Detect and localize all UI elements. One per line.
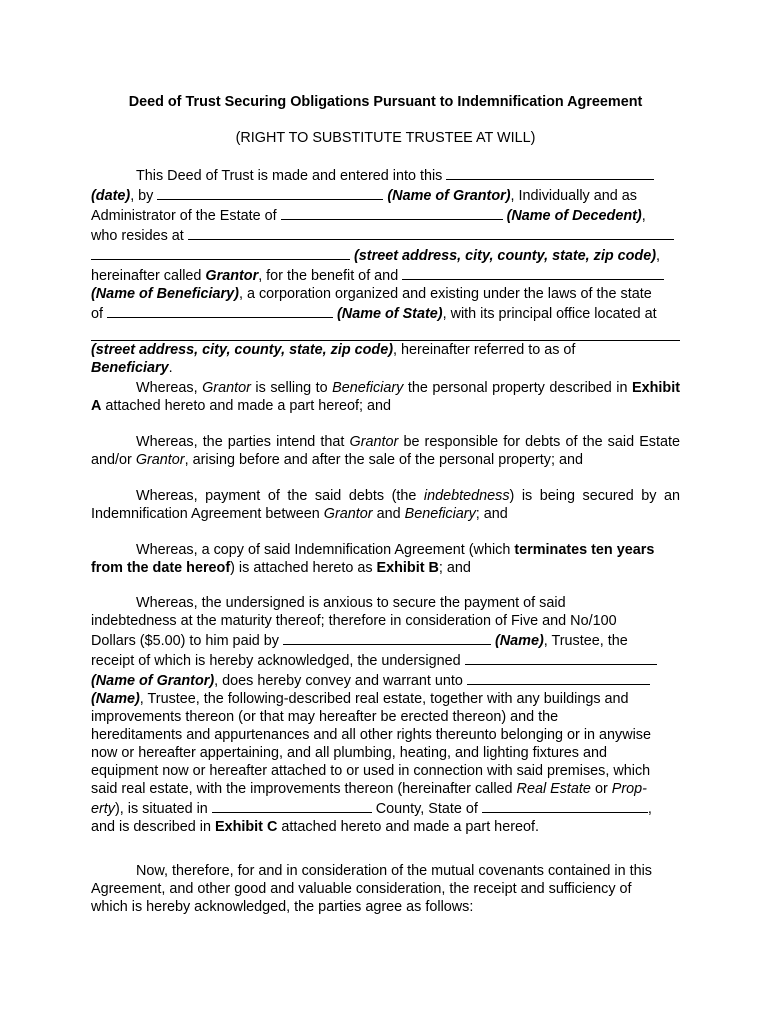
convey-to-blank[interactable] (467, 670, 650, 685)
p5-text: attached hereto and made a part hereof. (281, 819, 539, 835)
grantor-name-blank[interactable] (157, 185, 383, 200)
p3-text: and (376, 506, 401, 522)
p6-text: Now, therefore, for and in consideration of the mutual covenants contained in this (136, 863, 652, 879)
whereas-paragraph-5 (91, 594, 680, 836)
intro-text: who resides at (91, 228, 184, 244)
document-title: Deed of Trust Securing Obligations Pursuant to Indemnification Agreement (128, 94, 643, 110)
county-blank[interactable] (212, 798, 372, 813)
grantor-name-label: (Name of Grantor) (387, 188, 511, 204)
intro-text: of (91, 306, 104, 322)
p5-text: ), is situated in (115, 801, 208, 817)
p5-text: indebtedness at the maturity thereof; therefore in consideration of Five and No/100 (91, 613, 617, 629)
p4-text: Whereas, a copy of said Indemnification Agreement (which (136, 542, 511, 558)
whereas-paragraph-1 (91, 379, 680, 415)
intro-text: . (168, 360, 173, 376)
p2-text: , arising before and after the sale of the personal property; and (184, 452, 584, 468)
grantor-term: Grantor (323, 506, 373, 522)
trustee-name-label: (Name) (91, 691, 140, 707)
grantor-term: Grantor (205, 268, 259, 284)
p5-text: Dollars ($5.00) to him paid by (91, 633, 279, 649)
p5-text: , (647, 801, 652, 817)
exhibit-b: Exhibit B (376, 560, 439, 576)
p5-text: County, State of (375, 801, 478, 817)
p5-text: said real estate, with the improvements thereon (hereinafter called (91, 781, 513, 797)
beneficiary-term: Beneficiary (91, 360, 169, 376)
p1-text: Whereas, (136, 380, 198, 396)
p3-text: ; and (475, 506, 508, 522)
decedent-name-label: (Name of Decedent) (506, 208, 642, 224)
intro-paragraph (91, 165, 680, 377)
grantor-term: Grantor (349, 434, 399, 450)
whereas-paragraph-3 (91, 487, 680, 523)
p2-text: Whereas, the parties intend that (136, 434, 345, 450)
p5-text: , Trustee, the (543, 633, 628, 649)
p5-text: or (594, 781, 608, 797)
office-address-blank[interactable] (91, 323, 680, 341)
p3-text: Whereas, payment of the said debts (the (136, 488, 417, 504)
p5-text: receipt of which is hereby acknowledged, the undersigned (91, 653, 461, 669)
intro-text: , with its principal office located at (442, 306, 657, 322)
date-label: (date) (91, 188, 131, 204)
p5-text: Whereas, the undersigned is anxious to secure the payment of said (136, 595, 566, 611)
intro-text: , (656, 248, 661, 264)
p3-text: ) is being secured by an Indemnification Agreement between (91, 488, 680, 522)
p5-text: hereditaments and appurtenances and all other rights thereunto belonging or in anywise (91, 727, 652, 743)
intro-text: , a corporation organized and existing under the laws of the state (238, 286, 652, 302)
p6-text: which is hereby acknowledged, the parties agree as follows: (91, 899, 474, 915)
beneficiary-name-label: (Name of Beneficiary) (91, 286, 239, 302)
grantor-term: Grantor (135, 452, 185, 468)
intro-text: This Deed of Trust is made and entered into this (136, 168, 443, 184)
p4-text: ; and (438, 560, 471, 576)
property-term: Prop- (611, 781, 647, 797)
p6-text: Agreement, and other good and valuable consideration, the receipt and sufficiency of (91, 881, 632, 897)
state-name-blank[interactable] (107, 303, 333, 318)
p5-text: , Trustee, the following-described real estate, together with any buildings and (139, 691, 629, 707)
p5-text: equipment now or hereafter attached to or used in connection with said premises, which (91, 763, 651, 779)
p1-text: attached hereto and made a part hereof; and (105, 398, 392, 414)
p5-text: improvements thereon (or that may hereafter be erected thereon) and the (91, 709, 559, 725)
p1-text: is selling to (255, 380, 328, 396)
intro-text: , hereinafter referred to as of (393, 342, 576, 358)
grantor-term: Grantor (202, 380, 251, 396)
exhibit-c: Exhibit C (215, 819, 278, 835)
state-blank[interactable] (482, 798, 648, 813)
property-term: erty (91, 801, 115, 817)
beneficiary-name-blank[interactable] (402, 265, 664, 280)
p2-text: be responsible for debts of the said Estate and/or (91, 434, 680, 468)
decedent-name-blank[interactable] (281, 205, 503, 220)
intro-text: , for the benefit of and (258, 268, 399, 284)
intro-text: , by (130, 188, 154, 204)
street-address-label: (street address, city, county, state, zip code) (354, 248, 657, 264)
intro-text: hereinafter called (91, 268, 202, 284)
p5-text: and is described in (91, 819, 211, 835)
beneficiary-term: Beneficiary (404, 506, 476, 522)
intro-text: , Individually and as (510, 188, 637, 204)
intro-text: Administrator of the Estate of (91, 208, 277, 224)
p1-text: the personal property described in (407, 380, 628, 396)
residence-blank-2[interactable] (91, 245, 350, 260)
undersigned-blank[interactable] (465, 650, 657, 665)
trustee-name-label: (Name) (494, 633, 544, 649)
p5-text: , does hereby convey and warrant unto (214, 673, 463, 689)
residence-blank[interactable] (188, 225, 674, 240)
exhibit-a: Exhibit A (91, 380, 681, 414)
indebtedness-term: indebtedness (423, 488, 510, 504)
date-blank[interactable] (446, 165, 654, 180)
grantor-name-label: (Name of Grantor) (91, 673, 215, 689)
street-address-label-2: (street address, city, county, state, zip code) (91, 342, 394, 358)
now-therefore-paragraph (91, 862, 680, 916)
trustee-name-blank[interactable] (283, 630, 491, 645)
p4-text: ) is attached hereto as (230, 560, 373, 576)
document-subtitle: (RIGHT TO SUBSTITUTE TRUSTEE AT WILL) (235, 130, 536, 146)
whereas-paragraph-4 (91, 541, 680, 577)
p5-text: now or hereafter appertaining, and all plumbing, heating, and lighting fixtures and (91, 745, 608, 761)
whereas-paragraph-2 (91, 433, 680, 469)
beneficiary-term: Beneficiary (332, 380, 404, 396)
termination-terms: terminates ten years from the date hereof (91, 542, 655, 576)
real-estate-term: Real Estate (516, 781, 591, 797)
state-name-label: (Name of State) (337, 306, 443, 322)
intro-text: , (641, 208, 646, 224)
